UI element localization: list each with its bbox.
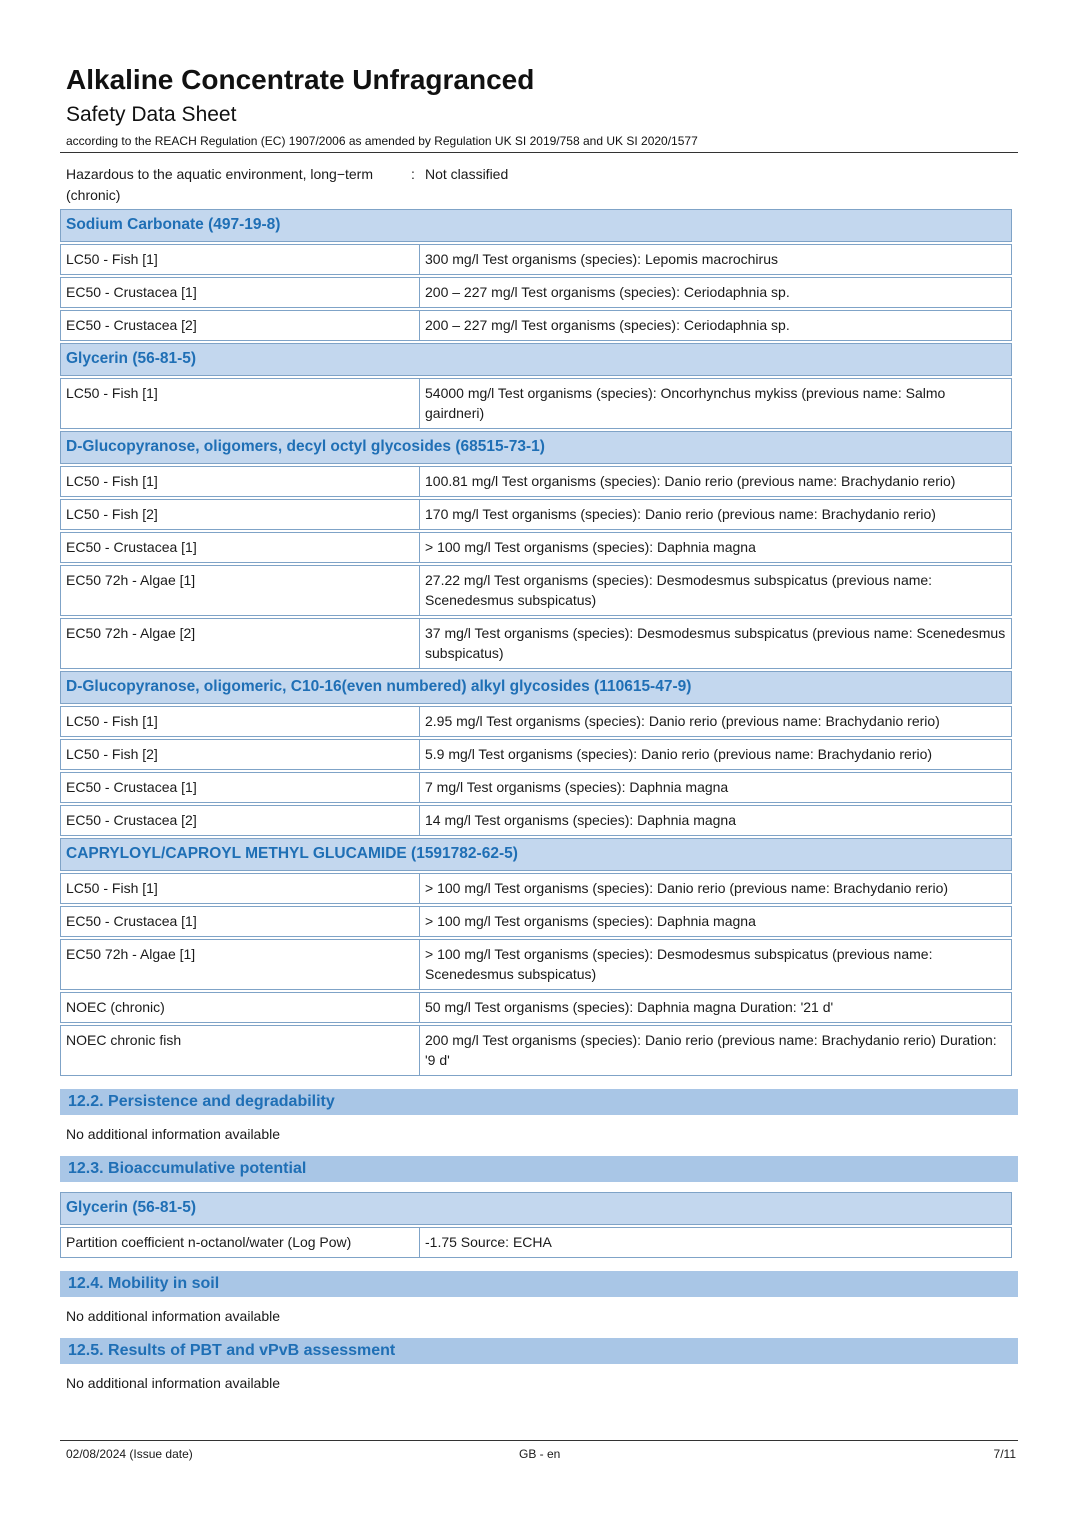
- table-row: [60, 565, 1012, 616]
- table-row: [60, 873, 1012, 904]
- hazard-label: Hazardous to the aquatic environment, long−term (chronic): [66, 166, 374, 203]
- page-number: 7/11: [993, 1447, 1016, 1461]
- substance-group-header: [60, 209, 1012, 242]
- table-row: [60, 618, 1012, 669]
- footer-divider: [60, 1440, 1018, 1441]
- substance-name: D-Glucopyranose, oligomeric, C10-16(even numbered) alkyl glycosides (110615-47-9): [60, 671, 1012, 704]
- substance-group-header: [60, 431, 1012, 464]
- section-12-5-heading: 12.5. Results of PBT and vPvB assessment: [60, 1338, 1018, 1364]
- hazard-separator: :: [411, 166, 415, 182]
- endpoint-value: 14 mg/l Test organisms (species): Daphnia magna: [420, 805, 1012, 836]
- endpoint-label: Partition coefficient n-octanol/water (Log Pow): [60, 1227, 420, 1258]
- endpoint-label: LC50 - Fish [1]: [60, 244, 420, 275]
- endpoint-label: EC50 72h - Algae [1]: [60, 565, 420, 616]
- endpoint-value: 2.95 mg/l Test organisms (species): Danio rerio (previous name: Brachydanio rerio): [420, 706, 1012, 737]
- endpoint-label: LC50 - Fish [2]: [60, 499, 420, 530]
- section-12-5-text: No additional information available: [66, 1375, 281, 1391]
- toxicity-table: [60, 207, 1012, 1078]
- endpoint-value: > 100 mg/l Test organisms (species): Desmodesmus subspicatus (previous name: Scenedesmus subspicatus): [420, 939, 1012, 990]
- substance-group-header: [60, 838, 1012, 871]
- endpoint-label: LC50 - Fish [1]: [60, 378, 420, 429]
- section-12-3-heading: 12.3. Bioaccumulative potential: [60, 1156, 1018, 1182]
- bioaccumulation-table: [60, 1190, 1012, 1260]
- table-row: [60, 906, 1012, 937]
- table-row: [60, 772, 1012, 803]
- substance-group-header: [60, 1192, 1012, 1225]
- endpoint-value: 37 mg/l Test organisms (species): Desmodesmus subspicatus (previous name: Scenedesmus subspicatus): [420, 618, 1012, 669]
- substance-group-header: [60, 343, 1012, 376]
- endpoint-value: 7 mg/l Test organisms (species): Daphnia magna: [420, 772, 1012, 803]
- substance-name: D-Glucopyranose, oligomers, decyl octyl glycosides (68515-73-1): [60, 431, 1012, 464]
- issue-date: 02/08/2024 (Issue date): [66, 1447, 193, 1461]
- endpoint-value: -1.75 Source: ECHA: [420, 1227, 1012, 1258]
- document-title: Alkaline Concentrate Unfragranced: [66, 64, 535, 95]
- section-12-2-heading: 12.2. Persistence and degradability: [60, 1089, 1018, 1115]
- endpoint-label: EC50 - Crustacea [1]: [60, 906, 420, 937]
- table-row: [60, 244, 1012, 275]
- endpoint-label: EC50 - Crustacea [1]: [60, 532, 420, 563]
- table-row: [60, 1227, 1012, 1258]
- section-12-2-text: No additional information available: [66, 1126, 281, 1142]
- endpoint-value: 170 mg/l Test organisms (species): Danio rerio (previous name: Brachydanio rerio): [420, 499, 1012, 530]
- endpoint-value: 300 mg/l Test organisms (species): Lepomis macrochirus: [420, 244, 1012, 275]
- endpoint-label: EC50 - Crustacea [1]: [60, 277, 420, 308]
- endpoint-value: 200 – 227 mg/l Test organisms (species): Ceriodaphnia sp.: [420, 277, 1012, 308]
- section-12-4-text: No additional information available: [66, 1308, 281, 1324]
- substance-group-header: [60, 671, 1012, 704]
- regulation-note: according to the REACH Regulation (EC) 1907/2006 as amended by Regulation UK SI 2019/758 and UK SI 2020/1577: [66, 134, 698, 148]
- endpoint-value: > 100 mg/l Test organisms (species): Danio rerio (previous name: Brachydanio rerio): [420, 873, 1012, 904]
- table-row: [60, 1025, 1012, 1076]
- endpoint-value: 50 mg/l Test organisms (species): Daphnia magna Duration: '21 d': [420, 992, 1012, 1023]
- substance-name: Glycerin (56-81-5): [60, 1192, 1012, 1225]
- document-subtitle: Safety Data Sheet: [66, 103, 237, 126]
- endpoint-label: EC50 72h - Algae [1]: [60, 939, 420, 990]
- endpoint-value: 54000 mg/l Test organisms (species): Oncorhynchus mykiss (previous name: Salmo gairdneri): [420, 378, 1012, 429]
- section-12-4-heading: 12.4. Mobility in soil: [60, 1271, 1018, 1297]
- table-row: [60, 706, 1012, 737]
- endpoint-label: LC50 - Fish [2]: [60, 739, 420, 770]
- table-row: [60, 532, 1012, 563]
- table-row: [60, 277, 1012, 308]
- endpoint-label: EC50 - Crustacea [1]: [60, 772, 420, 803]
- substance-name: Sodium Carbonate (497-19-8): [60, 209, 1012, 242]
- endpoint-label: LC50 - Fish [1]: [60, 466, 420, 497]
- hazard-value: Not classified: [425, 166, 509, 182]
- endpoint-label: LC50 - Fish [1]: [60, 706, 420, 737]
- table-row: [60, 939, 1012, 990]
- endpoint-value: 200 mg/l Test organisms (species): Danio rerio (previous name: Brachydanio rerio) Duration: '9 d': [420, 1025, 1012, 1076]
- endpoint-label: NOEC chronic fish: [60, 1025, 420, 1076]
- endpoint-value: > 100 mg/l Test organisms (species): Daphnia magna: [420, 532, 1012, 563]
- locale-label: GB - en: [519, 1447, 561, 1461]
- table-row: [60, 466, 1012, 497]
- endpoint-value: 5.9 mg/l Test organisms (species): Danio rerio (previous name: Brachydanio rerio): [420, 739, 1012, 770]
- table-row: [60, 499, 1012, 530]
- table-row: [60, 992, 1012, 1023]
- endpoint-label: EC50 - Crustacea [2]: [60, 310, 420, 341]
- substance-name: Glycerin (56-81-5): [60, 343, 1012, 376]
- endpoint-label: EC50 72h - Algae [2]: [60, 618, 420, 669]
- table-row: [60, 739, 1012, 770]
- endpoint-value: 100.81 mg/l Test organisms (species): Danio rerio (previous name: Brachydanio rerio): [420, 466, 1012, 497]
- endpoint-label: EC50 - Crustacea [2]: [60, 805, 420, 836]
- header-divider: [60, 152, 1018, 153]
- table-row: [60, 310, 1012, 341]
- endpoint-label: LC50 - Fish [1]: [60, 873, 420, 904]
- table-row: [60, 378, 1012, 429]
- hazard-classification-row: [60, 164, 1018, 206]
- endpoint-value: 200 – 227 mg/l Test organisms (species): Ceriodaphnia sp.: [420, 310, 1012, 341]
- endpoint-value: 27.22 mg/l Test organisms (species): Desmodesmus subspicatus (previous name: Scenedesmus subspicatus): [420, 565, 1012, 616]
- endpoint-label: NOEC (chronic): [60, 992, 420, 1023]
- endpoint-value: > 100 mg/l Test organisms (species): Daphnia magna: [420, 906, 1012, 937]
- main-content: [60, 164, 1018, 1399]
- table-row: [60, 805, 1012, 836]
- substance-name: CAPRYLOYL/CAPROYL METHYL GLUCAMIDE (1591782-62-5): [60, 838, 1012, 871]
